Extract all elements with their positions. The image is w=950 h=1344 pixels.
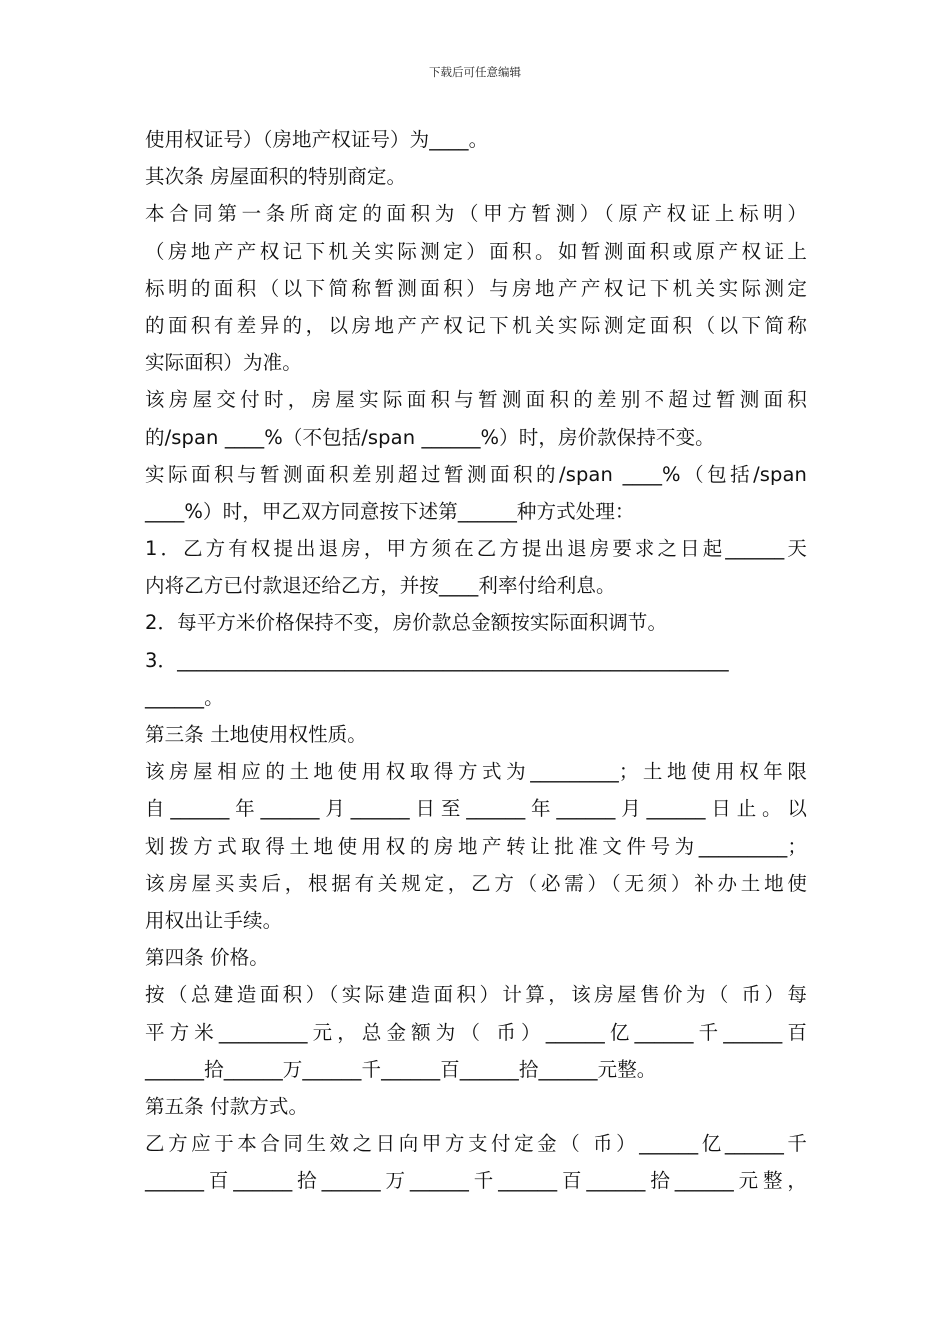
section-heading: 第四条 价格。: [145, 946, 269, 970]
text-line: 划拨方式取得土地使用权的房地产转让批准文件号为_________；: [145, 834, 807, 858]
text-line: 本合同第一条所商定的面积为（甲方暂测）（原产权证上标明）: [145, 202, 807, 226]
text-line: 实际面积与暂测面积差别超过暂测面积的/span ____%（包括/span: [145, 462, 807, 486]
text-line: 用权出让手续。: [145, 908, 283, 932]
text-line: 按（总建造面积）（实际建造面积）计算，该房屋售价为（ 币）每: [145, 983, 807, 1007]
text-line: 自______年______月______日至______年______月______日止。以: [145, 797, 807, 821]
text-line: 该房屋交付时，房屋实际面积与暂测面积的差别不超过暂测面积: [145, 388, 807, 412]
text-line: （房地产产权记下机关实际测定）面积。如暂测面积或原产权证上: [145, 239, 807, 263]
text-line: 内将乙方已付款退还给乙方，并按____利率付给利息。: [145, 574, 616, 598]
text-line: 的/span ____%（不包括/span ______%）时，房价款保持不变。: [145, 425, 715, 449]
text-line: ____%）时，甲乙双方同意按下述第______种方式处理：: [145, 499, 635, 523]
text-line: 该房屋相应的土地使用权取得方式为_________；土地使用权年限: [145, 760, 807, 784]
text-line: ______。: [145, 685, 224, 709]
text-line: 3．________________________________________________________: [145, 648, 729, 672]
text-line: 该房屋买卖后，根据有关规定，乙方（必需）（无须）补办土地使: [145, 871, 807, 895]
text-line: 2．每平方米价格保持不变，房价款总金额按实际面积调节。: [145, 611, 668, 635]
text-line: 平方米_________元，总金额为（ 币）______亿______千______百: [145, 1020, 807, 1044]
text-line: 使用权证号）（房地产权证号）为____。: [145, 128, 489, 151]
text-line: 的面积有差异的，以房地产产权记下机关实际测定面积（以下简称: [145, 313, 807, 337]
text-line: 1．乙方有权提出退房，甲方须在乙方提出退房要求之日起______天: [145, 537, 807, 561]
text-line: 标明的面积（以下简称暂测面积）与房地产产权记下机关实际测定: [145, 276, 807, 300]
section-heading: 第五条 付款方式。: [145, 1094, 309, 1118]
text-line: 实际面积）为准。: [145, 351, 302, 375]
text-line: ______百______拾______万______千______百______拾______元整，: [145, 1169, 807, 1193]
document-body: [145, 121, 807, 1199]
text-line: 其次条 房屋面积的特别商定。: [145, 165, 407, 189]
text-line: 乙方应于本合同生效之日向甲方支付定金（ 币）______亿______千: [145, 1132, 807, 1156]
page-header: 下载后可任意编辑: [429, 65, 521, 79]
text-line: ______拾______万______千______百______拾______元整。: [145, 1057, 657, 1081]
section-heading: 第三条 土地使用权性质。: [145, 723, 367, 746]
